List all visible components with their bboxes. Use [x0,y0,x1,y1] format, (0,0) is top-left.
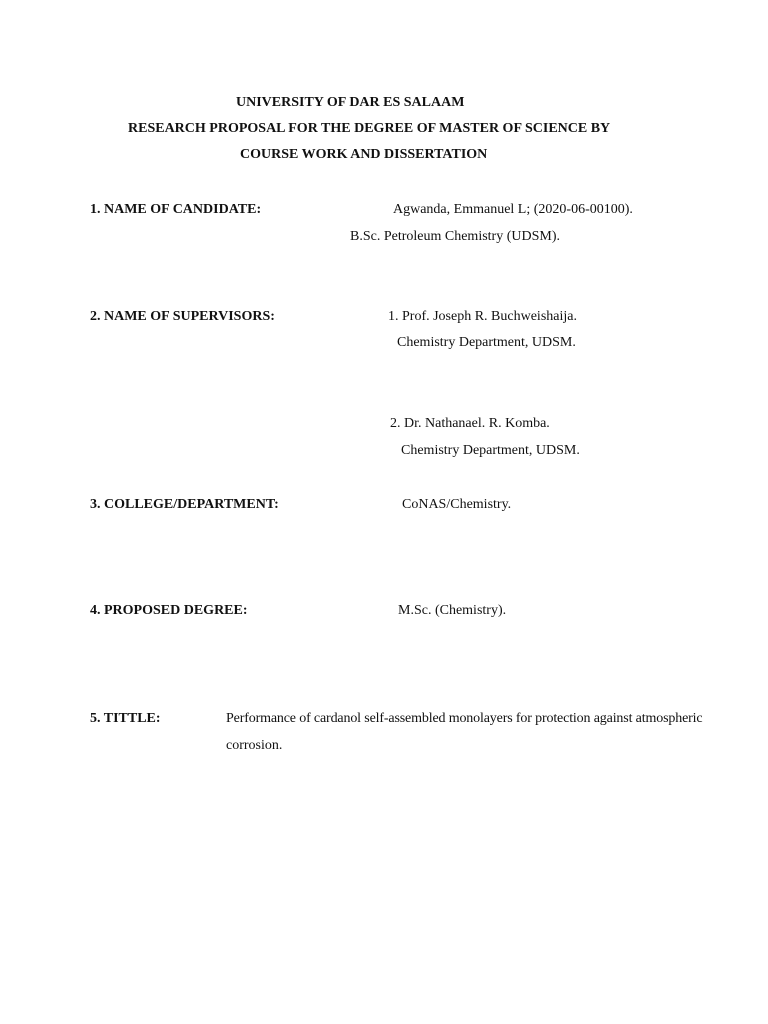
college-label: 3. COLLEGE/DEPARTMENT: [90,497,279,512]
candidate-name: Agwanda, Emmanuel L; (2020-06-00100). [393,202,633,217]
title-label: 5. TITTLE: [90,711,161,726]
degree-label: 4. PROPOSED DEGREE: [90,603,248,618]
university-heading: UNIVERSITY OF DAR ES SALAAM [236,95,465,110]
supervisor-2-department: Chemistry Department, UDSM. [401,443,580,458]
degree-value: M.Sc. (Chemistry). [398,603,507,618]
candidate-qualification: B.Sc. Petroleum Chemistry (UDSM). [350,229,560,244]
candidate-label: 1. NAME OF CANDIDATE: [90,202,262,217]
supervisor-2-name: 2. Dr. Nathanael. R. Komba. [390,416,550,431]
title-value-line-1: Performance of cardanol self-assembled monolayers for protection against atmospheric [226,711,703,726]
college-value: CoNAS/Chemistry. [402,497,512,512]
coursework-heading: COURSE WORK AND DISSERTATION [240,147,488,162]
supervisor-1-department: Chemistry Department, UDSM. [397,335,576,350]
proposal-heading: RESEARCH PROPOSAL FOR THE DEGREE OF MASTER OF SCIENCE BY [128,121,611,136]
title-value-line-2: corrosion. [226,738,283,753]
supervisor-1-name: 1. Prof. Joseph R. Buchweishaija. [388,309,577,324]
supervisors-label: 2. NAME OF SUPERVISORS: [90,309,275,324]
